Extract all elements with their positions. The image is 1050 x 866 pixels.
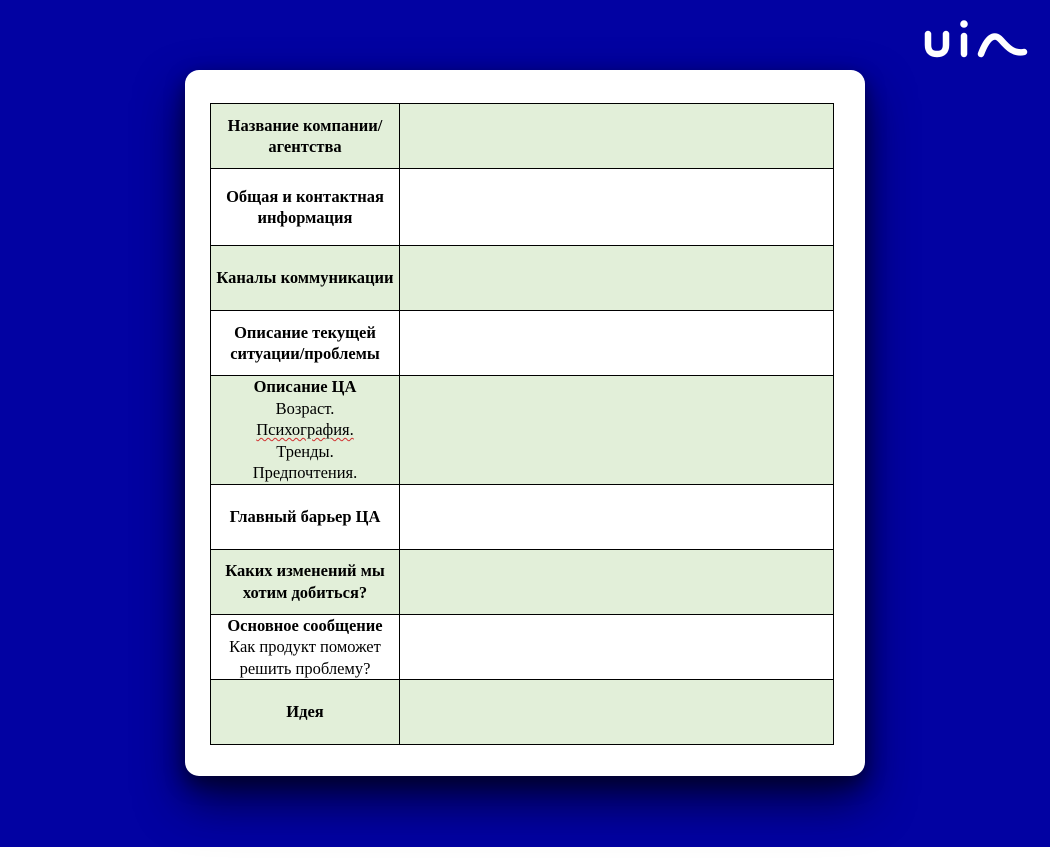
table-row [211, 311, 834, 376]
row-label [211, 549, 400, 614]
row-title: Основное сообщение [227, 615, 383, 635]
row-detail-spellcheck: Психография. [256, 420, 354, 439]
row-value-field[interactable] [400, 104, 834, 169]
row-title: Описание ЦА [253, 377, 357, 396]
table-row [211, 484, 834, 549]
row-value-field[interactable] [400, 169, 834, 246]
table-row [211, 169, 834, 246]
row-title: Идея [286, 702, 324, 722]
row-label [211, 104, 400, 169]
row-title: Каких изменений мы хотим добиться? [225, 561, 385, 602]
uis-logo [924, 18, 1028, 60]
row-detail [215, 419, 395, 441]
brief-table [210, 103, 834, 745]
row-label [211, 680, 400, 745]
row-label [211, 484, 400, 549]
row-value-field[interactable] [400, 484, 834, 549]
row-label [211, 311, 400, 376]
row-value-field[interactable] [400, 614, 834, 680]
row-value-field[interactable] [400, 376, 834, 485]
row-value-field[interactable] [400, 246, 834, 311]
brief-card [185, 70, 865, 776]
table-row [211, 549, 834, 614]
row-title: Название компании/ агентства [227, 115, 383, 156]
row-detail: Тренды. [276, 441, 334, 461]
table-row [211, 680, 834, 745]
row-detail: Предпочтения. [252, 463, 358, 482]
row-detail: Как продукт поможет решить проблему? [229, 637, 381, 678]
row-value-field[interactable] [400, 680, 834, 745]
row-label [211, 614, 400, 680]
row-title: Описание текущей ситуации/проблемы [230, 322, 380, 363]
row-title: Главный барьер ЦА [229, 506, 381, 526]
table-row [211, 246, 834, 311]
table-row [211, 104, 834, 169]
row-detail: Возраст. [275, 398, 335, 418]
row-value-field[interactable] [400, 549, 834, 614]
row-value-field[interactable] [400, 311, 834, 376]
row-label [211, 169, 400, 246]
row-title: Каналы коммуникации [216, 268, 394, 288]
row-label [211, 246, 400, 311]
row-label [211, 376, 400, 485]
table-row [211, 614, 834, 680]
row-title: Общая и контактная информация [226, 186, 384, 227]
table-row [211, 376, 834, 485]
